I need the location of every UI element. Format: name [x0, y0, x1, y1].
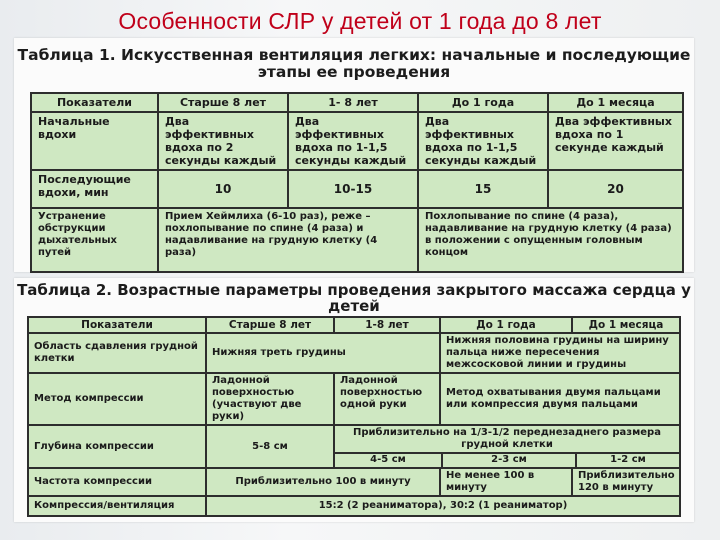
table-cell: Не менее 100 в минуту: [440, 468, 572, 496]
table-cell: Ладонной поверхностью одной руки: [334, 373, 440, 425]
table-row: [28, 373, 680, 425]
table-cell: Приблизительно 120 в минуту: [572, 468, 680, 496]
table-cell: Прием Хеймлиха (6-10 раз), реже – похлопывание по спине (4 раза) и надавливание на грудную клетку (4 раза): [158, 208, 418, 272]
table-cell: 10-15: [288, 170, 418, 208]
depth-group-cell: [334, 425, 680, 468]
column-header: Старше 8 лет: [206, 317, 334, 333]
table-cell: Ладонной поверхностью (участвуют две руки): [206, 373, 334, 425]
table1-sheet: [14, 38, 694, 272]
slide-title: Особенности СЛР у детей от 1 года до 8 лет: [118, 8, 602, 34]
table2-title: Таблица 2. Возрастные параметры проведения закрытого массажа сердца у детей: [17, 281, 691, 315]
table-cell: 15:2 (2 реаниматора), 30:2 (1 реаниматор): [206, 496, 680, 516]
table-cell: 1-2 см: [610, 454, 646, 465]
column-header: До 1 месяца: [572, 317, 680, 333]
ventilation-table: [30, 92, 684, 273]
table-row: [28, 333, 680, 373]
table-row: [28, 425, 680, 468]
column-header: 1- 8 лет: [288, 93, 418, 112]
row-label: Начальные вдохи: [31, 112, 158, 170]
row-label: Устранение обструкции дыхательных путей: [31, 208, 158, 272]
table-cell: Два эффективных вдоха по 1-1,5 секунды каждый: [418, 112, 548, 170]
row-label: Глубина компрессии: [28, 425, 206, 468]
row-label: Компрессия/вентиляция: [28, 496, 206, 516]
row-label: Последующие вдохи, мин: [31, 170, 158, 208]
compression-table: [27, 316, 681, 517]
table-header-row: [31, 93, 683, 112]
column-header: Показатели: [31, 93, 158, 112]
row-label: Метод компрессии: [28, 373, 206, 425]
table-cell: Нижняя половина грудины на ширину пальца ниже пересечения межсосковой линии и грудины: [440, 333, 680, 373]
table-row: [28, 468, 680, 496]
table-row: [31, 208, 683, 272]
table-cell: Нижняя треть грудины: [206, 333, 440, 373]
table-header-row: [28, 317, 680, 333]
table2-sheet: [14, 278, 694, 522]
table-cell: 4-5 см: [335, 454, 443, 467]
table-cell: 2-3 см: [443, 454, 577, 467]
table-cell: Приблизительно 100 в минуту: [206, 468, 440, 496]
table-cell: Приблизительно на 1/3-1/2 переднезаднего размера грудной клетки: [335, 426, 679, 454]
table-cell: 5-8 см: [206, 425, 334, 468]
table-cell: 10: [158, 170, 288, 208]
column-header: Показатели: [28, 317, 206, 333]
depth-subrow: [335, 454, 679, 467]
table-cell: Метод охватывания двумя пальцами или компрессия двумя пальцами: [440, 373, 680, 425]
row-label: Область сдавления грудной клетки: [28, 333, 206, 373]
column-header: До 1 года: [418, 93, 548, 112]
row-label: Частота компрессии: [28, 468, 206, 496]
column-header: До 1 месяца: [548, 93, 683, 112]
table-cell: Два эффективных вдоха по 1 секунде каждый: [548, 112, 683, 170]
column-header: Старше 8 лет: [158, 93, 288, 112]
table1-title: Таблица 1. Искусственная вентиляция легких: начальные и последующие этапы ее проведения: [17, 46, 691, 81]
table-cell: Два эффективных вдоха по 1-1,5 секунды каждый: [288, 112, 418, 170]
column-header: 1-8 лет: [334, 317, 440, 333]
column-header: До 1 года: [440, 317, 572, 333]
table-cell: 15: [418, 170, 548, 208]
table-row: [28, 496, 680, 516]
table-cell: Похлопывание по спине (4 раза), надавливание на грудную клетку (4 раза) в положении с опущенным головным концом: [418, 208, 683, 272]
table-row: [31, 170, 683, 208]
table-cell: 20: [548, 170, 683, 208]
table-cell: Два эффективных вдоха по 2 секунды каждый: [158, 112, 288, 170]
table-row: [31, 112, 683, 170]
